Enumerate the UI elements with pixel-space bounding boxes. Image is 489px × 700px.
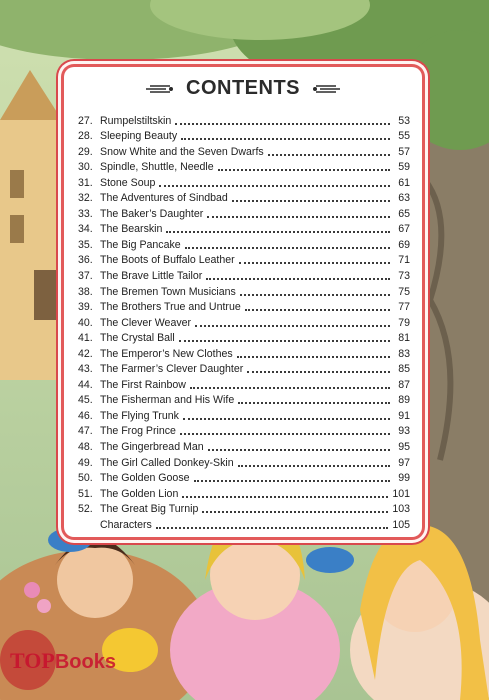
toc-row[interactable] <box>78 329 410 345</box>
toc-dot-leader <box>181 138 390 140</box>
toc-row[interactable] <box>78 220 410 236</box>
toc-page: 99 <box>398 472 410 485</box>
toc-page: 95 <box>398 441 410 454</box>
toc-row[interactable] <box>78 391 410 407</box>
toc-title: The Fisherman and His Wife <box>100 394 235 407</box>
toc-page: 57 <box>398 145 410 158</box>
toc-dot-leader <box>232 200 390 202</box>
toc-number: 47. <box>78 425 93 438</box>
toc-dot-leader <box>239 262 390 264</box>
toc-number: 32. <box>78 192 93 205</box>
toc-number: 52. <box>78 503 93 516</box>
toc-page: 105 <box>392 518 410 531</box>
toc-dot-leader <box>182 496 388 498</box>
toc-title: Rumpelstiltskin <box>100 114 172 127</box>
toc-number: 29. <box>78 145 93 158</box>
toc-title: The Baker’s Daughter <box>100 207 204 220</box>
watermark-part1: TOP <box>10 648 55 673</box>
toc-number: 41. <box>78 332 93 345</box>
toc-number: 37. <box>78 270 93 283</box>
toc-dot-leader <box>175 123 390 125</box>
toc-page: 103 <box>392 503 410 516</box>
toc-dot-leader <box>183 418 390 420</box>
toc-dot-leader <box>156 527 389 529</box>
toc-title: The Boots of Buffalo Leather <box>100 254 235 267</box>
toc-title: The Brothers True and Untrue <box>100 301 241 314</box>
toc-number: 38. <box>78 285 93 298</box>
toc-dot-leader <box>207 216 390 218</box>
toc-page: 77 <box>398 301 410 314</box>
toc-title: The Big Pancake <box>100 238 181 251</box>
toc-dot-leader <box>237 356 390 358</box>
toc-row[interactable] <box>78 111 410 127</box>
toc-title: The Bremen Town Musicians <box>100 285 236 298</box>
toc-row[interactable] <box>78 235 410 251</box>
toc-page: 71 <box>398 254 410 267</box>
watermark-part2: Books <box>54 651 116 673</box>
toc-row[interactable] <box>78 251 410 267</box>
toc-row[interactable] <box>78 484 410 500</box>
toc-page: 73 <box>398 270 410 283</box>
toc-number: 45. <box>78 394 93 407</box>
toc-page: 101 <box>392 487 410 500</box>
toc-dot-leader <box>166 231 390 233</box>
toc-row[interactable] <box>78 422 410 438</box>
toc-page: 63 <box>398 192 410 205</box>
toc-dot-leader <box>268 154 390 156</box>
toc-dot-leader <box>195 325 390 327</box>
toc-row[interactable] <box>78 189 410 205</box>
toc-title: The Gingerbread Man <box>100 441 204 454</box>
toc-row[interactable] <box>78 127 410 143</box>
toc-dot-leader <box>206 278 390 280</box>
toc-title: Sleeping Beauty <box>100 130 178 143</box>
toc-row[interactable] <box>78 515 410 531</box>
toc-row[interactable] <box>78 453 410 469</box>
toc-page: 61 <box>398 176 410 189</box>
toc-dot-leader <box>180 433 390 435</box>
toc-page: 79 <box>398 316 410 329</box>
toc-dot-leader <box>208 449 390 451</box>
toc-dot-leader <box>190 387 390 389</box>
toc-page: 93 <box>398 425 410 438</box>
toc-number: 48. <box>78 441 93 454</box>
toc-number: 39. <box>78 301 93 314</box>
toc-row[interactable] <box>78 282 410 298</box>
toc-page: 55 <box>398 130 410 143</box>
toc-page: 81 <box>398 332 410 345</box>
toc-page: 83 <box>398 347 410 360</box>
toc-dot-leader <box>159 185 390 187</box>
toc-title: The Crystal Ball <box>100 332 175 345</box>
toc-dot-leader <box>238 402 390 404</box>
toc-dot-leader <box>194 480 390 482</box>
toc-row[interactable] <box>78 298 410 314</box>
toc-dot-leader <box>238 465 390 467</box>
toc-title: Snow White and the Seven Dwarfs <box>100 145 264 158</box>
toc-page: 53 <box>398 114 410 127</box>
toc-number: 46. <box>78 409 93 422</box>
toc-dot-leader <box>247 371 390 373</box>
toc-number: 49. <box>78 456 93 469</box>
toc-title: The Girl Called Donkey-Skin <box>100 456 234 469</box>
toc-row[interactable] <box>78 173 410 189</box>
toc-number: 44. <box>78 378 93 391</box>
toc-row[interactable] <box>78 406 410 422</box>
toc-page: 97 <box>398 456 410 469</box>
toc-title: The Farmer’s Clever Daughter <box>100 363 244 376</box>
toc-number: 50. <box>78 472 93 485</box>
toc-row[interactable] <box>78 142 410 158</box>
toc-page: 91 <box>398 409 410 422</box>
toc-row[interactable] <box>78 360 410 376</box>
toc-dot-leader <box>245 309 390 311</box>
toc-number: 30. <box>78 161 93 174</box>
toc-number: 28. <box>78 130 93 143</box>
left-flourish-icon <box>144 83 174 95</box>
toc-number: 33. <box>78 207 93 220</box>
toc-title: Characters <box>100 518 152 531</box>
toc-title: The Flying Trunk <box>100 409 179 422</box>
toc-row[interactable] <box>78 266 410 282</box>
toc-title: Stone Soup <box>100 176 156 189</box>
toc-page: 65 <box>398 207 410 220</box>
toc-row[interactable] <box>78 500 410 516</box>
toc-dot-leader <box>202 511 388 513</box>
right-flourish-icon <box>312 83 342 95</box>
toc-page: 85 <box>398 363 410 376</box>
toc-title: The Adventures of Sindbad <box>100 192 228 205</box>
toc-row[interactable] <box>78 437 410 453</box>
toc-title: The Bearskin <box>100 223 163 236</box>
toc-title: The Golden Lion <box>100 487 179 500</box>
toc-title: The Clever Weaver <box>100 316 192 329</box>
toc-number: 36. <box>78 254 93 267</box>
toc-page: 75 <box>398 285 410 298</box>
toc-row[interactable] <box>78 375 410 391</box>
table-of-contents <box>78 111 410 531</box>
toc-title: Spindle, Shuttle, Needle <box>100 161 214 174</box>
toc-title: The Emperor’s New Clothes <box>100 347 233 360</box>
toc-dot-leader <box>179 340 390 342</box>
toc-page: 89 <box>398 394 410 407</box>
topbooks-watermark-logo <box>10 648 116 674</box>
toc-page: 87 <box>398 378 410 391</box>
toc-dot-leader <box>218 169 390 171</box>
toc-title: The First Rainbow <box>100 378 186 391</box>
toc-number: 51. <box>78 487 93 500</box>
toc-title: The Brave Little Tailor <box>100 270 203 283</box>
toc-number: 35. <box>78 238 93 251</box>
toc-row[interactable] <box>78 158 410 174</box>
toc-row[interactable] <box>78 313 410 329</box>
toc-number: 31. <box>78 176 93 189</box>
toc-dot-leader <box>240 294 390 296</box>
toc-number: 27. <box>78 114 93 127</box>
toc-title: The Frog Prince <box>100 425 176 438</box>
toc-number: 40. <box>78 316 93 329</box>
contents-title-text: CONTENTS <box>186 77 300 99</box>
contents-panel <box>64 67 422 537</box>
toc-row[interactable] <box>78 204 410 220</box>
toc-page: 59 <box>398 161 410 174</box>
toc-number: 34. <box>78 223 93 236</box>
toc-title: The Golden Goose <box>100 472 190 485</box>
toc-page: 67 <box>398 223 410 236</box>
toc-page: 69 <box>398 238 410 251</box>
toc-row[interactable] <box>78 469 410 485</box>
toc-number: 43. <box>78 363 93 376</box>
contents-heading <box>64 77 422 100</box>
toc-number: 42. <box>78 347 93 360</box>
toc-dot-leader <box>185 247 390 249</box>
toc-row[interactable] <box>78 344 410 360</box>
toc-title: The Great Big Turnip <box>100 503 199 516</box>
